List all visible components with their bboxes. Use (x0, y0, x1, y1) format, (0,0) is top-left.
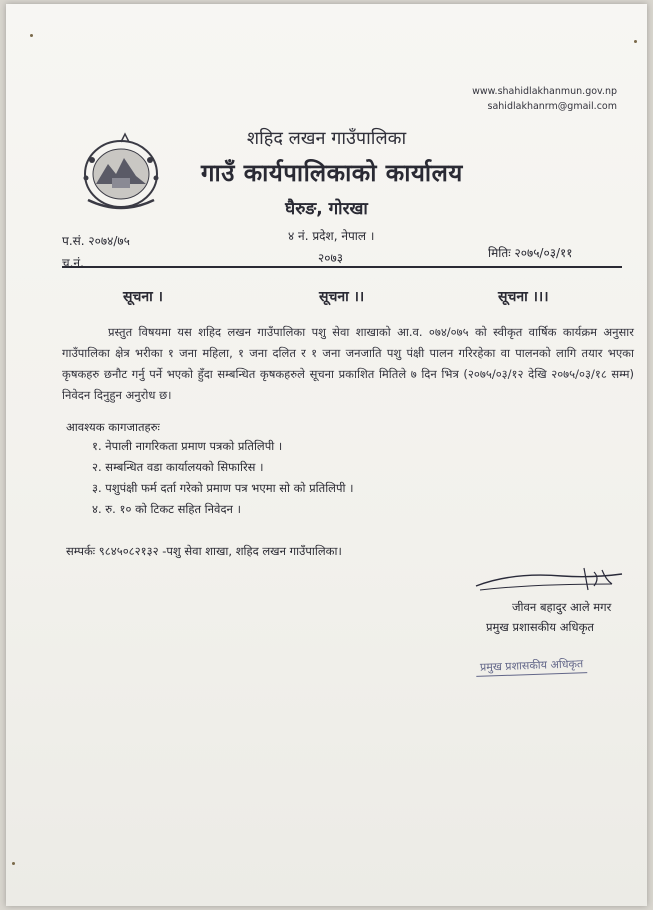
contact-header (472, 84, 617, 114)
requirement-item: ३. पशुपंक्षी फर्म दर्ता गरेको प्रमाण पत्र भएमा सो को प्रतिलिपी । (92, 481, 354, 495)
signatory-title: प्रमुख प्रशासकीय अधिकृत (486, 620, 594, 634)
requirements-title: आवश्यक कागजातहरुः (66, 420, 160, 434)
municipality-name: शहिद लखन गाउँपालिका (246, 128, 407, 149)
notice-heading-2: सूचना ।। (319, 289, 365, 305)
notice-heading-1: सूचना । (123, 289, 163, 305)
signature-icon (472, 564, 632, 594)
contact-line: सम्पर्कः ९८४५०८२१३२ -पशु सेवा शाखा, शहिद लखन गाउँपालिका। (66, 544, 342, 558)
office-title: गाउँ कार्यपालिकाको कार्यालय (201, 159, 463, 187)
header-divider (62, 266, 622, 268)
requirements-list (92, 436, 354, 520)
website-text: www.shahidlakhanmun.gov.np (472, 86, 617, 97)
signatory-name: जीवन बहादुर आले मगर (512, 600, 612, 614)
email-text: sahidlakhanrm@gmail.com (487, 101, 617, 112)
requirement-item: २. सम्बन्धित वडा कार्यालयको सिफारिस । (92, 460, 264, 474)
punch-mark (12, 862, 15, 865)
official-stamp: प्रमुख प्रशासकीय अधिकृत (476, 656, 588, 677)
requirement-item: ४. रु. १० को टिकट सहित निवेदन । (92, 502, 241, 516)
document-page (6, 4, 647, 906)
requirement-item: १. नेपाली नागरिकता प्रमाण पत्रको प्रतिलिपी । (92, 439, 283, 453)
reference-number: प.सं. २०७४/७५ (62, 234, 130, 248)
establishment-year: २०७३ (318, 251, 343, 265)
punch-mark (30, 34, 33, 37)
office-location: घैरुङ, गोरखा (285, 199, 368, 219)
notice-heading-3: सूचना ।।। (498, 289, 549, 305)
notice-paragraph: प्रस्तुत विषयमा यस शहिद लखन गाउँपालिका पशु सेवा शाखाको आ.व. ०७४/०७५ को स्वीकृत वार्षिक कार्यक्रम अनुसार गाउँपालिका क्षेत्र भरीका १ जना महिला, १ जना दलित र १ जना जनजाति पशु पंक्षी पालन गरिरहेका वा पालनको लागि तयार भएका कृषकहरु छनौट गर्नु पर्ने भएको हुँदा सम्बन्धित कृषकहरुले सूचना प्रकाशित मितिले ७ दिन भित्र (२०७५/०३/१२ देखि २०७५/०३/१८ सम्म) निवेदन दिनुहुन अनुरोध छ। (62, 325, 634, 402)
punch-mark (634, 40, 637, 43)
province-text: ४ नं. प्रदेश, नेपाल । (288, 229, 375, 243)
dispatch-number: च.नं. (62, 256, 84, 270)
letter-date: मितिः २०७५/०३/११ (488, 246, 573, 260)
